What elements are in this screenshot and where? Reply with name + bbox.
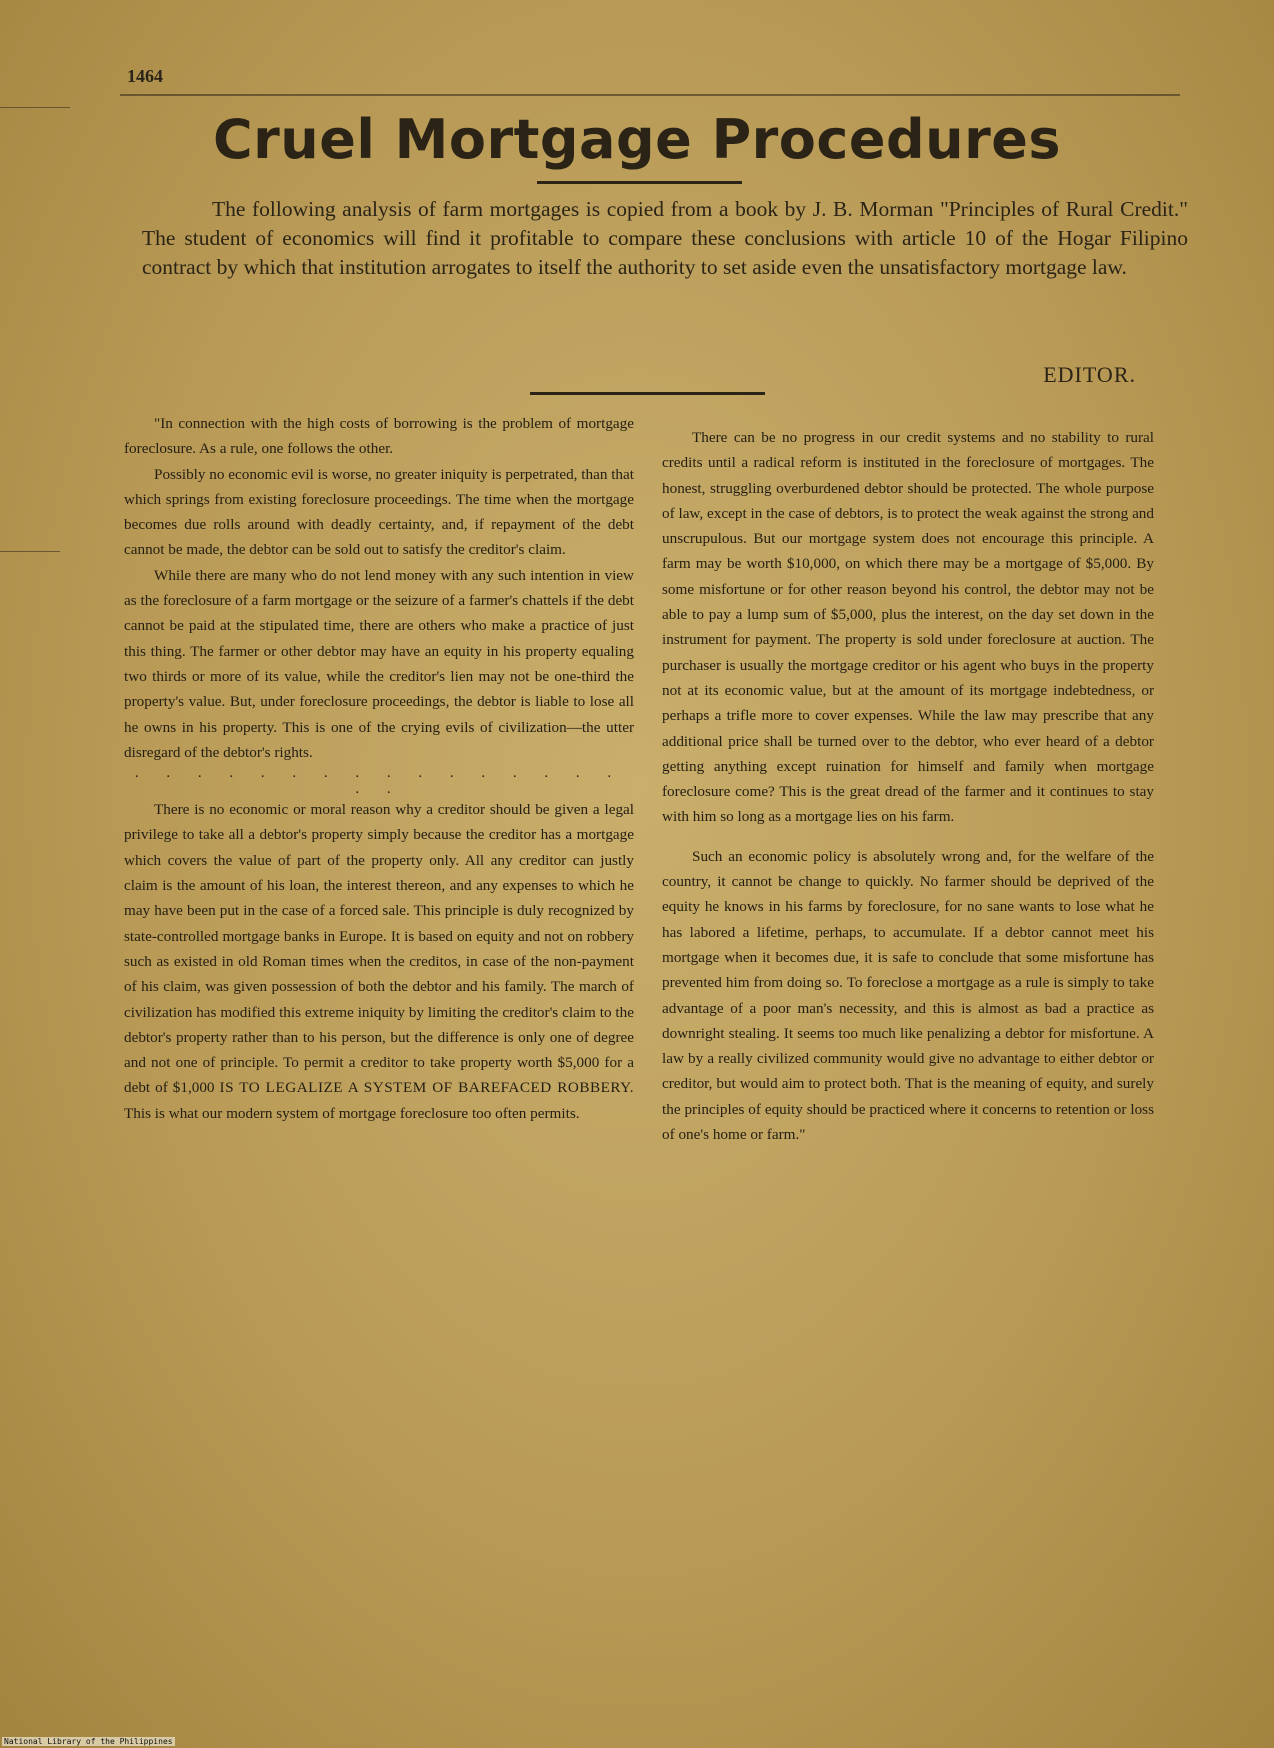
top-rule — [120, 94, 1180, 96]
left-paragraph-4-end: This is what our modern system of mortgage foreclosure too often permits. — [124, 1104, 580, 1122]
editor-intro: The following analysis of farm mortgages is copied from a book by J. B. Morman "Principles of Rural Credit." The student of economics will find it profitable to compare these conclusions with article 10 of the Hogar Filipino contract by which that institution arrogates to itself the authority to set aside even the unsatisfactory mortgage law. — [142, 197, 1188, 279]
ellipsis-break: . . . . . . . . . . . . . . . . . . — [134, 765, 624, 798]
title-underline — [537, 181, 742, 184]
left-paragraph-2: Possibly no economic evil is worse, no greater iniquity is perpetrated, than that which springs from existing foreclosure proceedings. The time when the mortgage becomes due rolls around with deadly certainty, and, if repayment of the debt cannot be made, the debtor can be sold out to satisfy the creditor's claim. — [124, 465, 634, 559]
left-paragraph-1: "In connection with the high costs of borrowing is the problem of mortgage foreclosure. As a rule, one follows the other. — [124, 415, 634, 458]
left-column — [124, 411, 634, 1126]
left-paragraph-4-caps: IS TO LEGALIZE A SYSTEM OF BAREFACED ROBBERY. — [219, 1079, 634, 1097]
library-credit: National Library of the Philippines — [4, 1737, 173, 1746]
margin-tick — [0, 551, 60, 552]
page-number: 1464 — [127, 66, 163, 86]
section-divider — [530, 392, 765, 395]
right-paragraph-2: Such an economic policy is absolutely wrong and, for the welfare of the country, it cannot be change to quickly. No farmer should be deprived of the equity he knows in his farms by foreclosure, for no sane wants to lose what he has labored a lifetime, perhaps, to accumulate. If a debtor cannot meet his mortgage when it becomes due, it is safe to conclude that some misfortune has prevented him from doing so. To foreclose a mortgage as a rule is simply to take advantage of a poor man's necessity, and this is almost as bad a practice as downright stealing. It seems too much like penalizing a debtor for misfortune. A law by a really civilized community would give no advantage to either debtor or creditor, but would aim to protect both. That is the meaning of equity, and surely the principles of equity should be practiced where it concerns to retention or loss of one's home or farm." — [662, 847, 1154, 1144]
left-paragraph-3: While there are many who do not lend money with any such intention in view as the foreclosure of a farm mortgage or the seizure of a farmer's chattels if the debt cannot be paid at the stipulated time, there are others who make a practice of just this thing. The farmer or other debtor may have an equity in his property equaling two thirds or more of its value, while the creditor's lien may not be one-third the property's value. But, under foreclosure proceedings, the debtor is liable to lose all he owns in his property. This is one of the crying evils of civilization—the utter disregard of the debtor's rights. — [124, 566, 634, 761]
right-column — [662, 425, 1154, 1147]
paragraph-gap — [662, 830, 1154, 844]
article-title: Cruel Mortgage Procedures — [212, 108, 1062, 171]
left-paragraph-4 — [124, 797, 634, 1126]
editor-byline: EDITOR. — [1043, 362, 1136, 387]
left-paragraph-4-text: There is no economic or moral reason why a creditor should be given a legal privilege to take all a debtor's property simply because the creditor has a mortgage which covers the value of part of the property only. All any creditor can justly claim is the amount of his loan, the interest thereon, and any expenses to which he may have been put in the case of a forced sale. This principle is duly recognized by state-controlled mortgage banks in Europe. It is based on equity and not on robbery such as existed in old Roman times when the creditos, in case of the non-payment of his claim, was given possession of both the debtor and his family. The march of civilization has modified this extreme iniquity by limiting the creditor's claim to the debtor's property rather than to his person, but the difference is only one of degree and not one of principle. To permit a creditor to take property worth $5,000 for a debt of $1,000 — [124, 801, 634, 1097]
right-paragraph-1: There can be no progress in our credit systems and no stability to rural credits until a radical reform is instituted in the foreclosure of mortgages. The honest, struggling overburdened debtor should be protected. The whole purpose of law, except in the case of debtors, is to protect the weak against the strong and unscrupulous. But our mortgage system does not encourage this principle. A farm may be worth $10,000, on which there may be a mortgage of $5,000. By some misfortune or for other reason beyond his control, the debtor may not be able to pay a lump sum of $5,000, plus the interest, on the day set down in the instrument for payment. The property is sold under foreclosure at auction. The purchaser is usually the mortgage creditor or his agent who buys in the property not at its economic value, but at the amount of its mortgage indebtedness, or perhaps a trifle more to cover expenses. While the law may prescribe that any additional price shall be turned over to the debtor, who ever heard of a debtor getting anything except ruination for himself and family when mortgage foreclosure come? This is the great dread of the farmer and it continues to stay with him so long as a mortgage lies on his farm. — [662, 429, 1154, 826]
